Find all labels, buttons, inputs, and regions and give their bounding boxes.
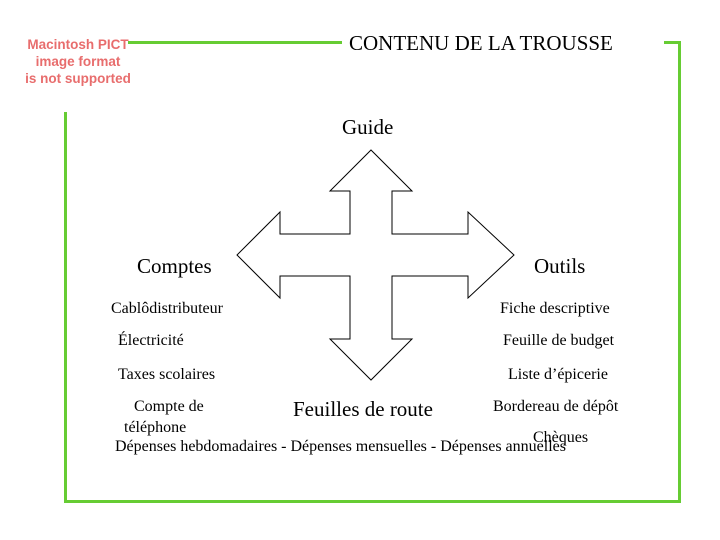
left-item: téléphone	[124, 419, 187, 436]
diagram-top-label: Guide	[342, 115, 394, 139]
left-item: Compte de	[134, 398, 204, 415]
diagram-right-label: Outils	[534, 254, 586, 278]
expenses-line: Dépenses hebdomadaires - Dépenses mensuelles - Dépenses annuelles	[115, 438, 566, 455]
left-item: Taxes scolaires	[118, 366, 216, 383]
page-title: CONTENU DE LA TROUSSE	[349, 31, 613, 55]
right-item: Bordereau de dépôt	[493, 398, 619, 415]
placeholder-line-1: Macintosh PICT	[27, 37, 129, 52]
right-item: Chèques	[533, 429, 589, 446]
diagram-bottom-label: Feuilles de route	[293, 397, 433, 421]
right-item: Fiche descriptive	[500, 300, 610, 317]
left-item: Cablôdistributeur	[111, 300, 223, 317]
diagram-left-label: Comptes	[137, 254, 212, 278]
placeholder-line-3: is not supported	[25, 71, 131, 86]
placeholder-line-2: image format	[35, 54, 121, 69]
left-item: Électricité	[118, 332, 184, 349]
four-way-arrow-shape	[237, 150, 514, 380]
right-item: Liste d’épicerie	[508, 366, 608, 383]
right-item: Feuille de budget	[503, 332, 615, 349]
